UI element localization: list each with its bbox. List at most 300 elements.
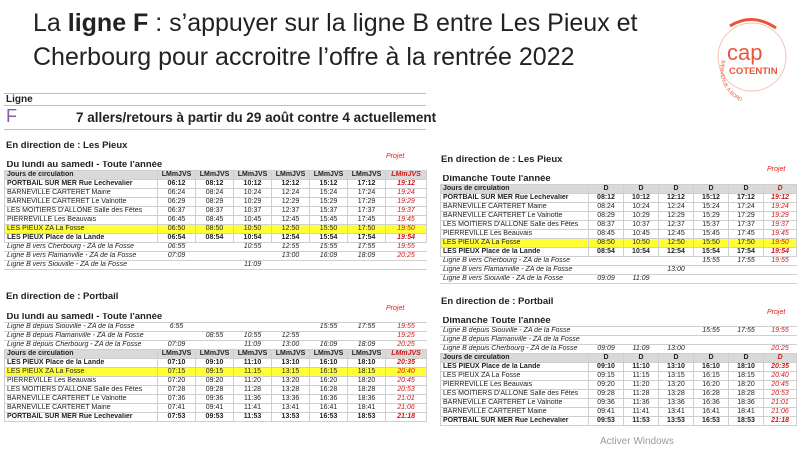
time-cell: 20:25 [386,340,427,349]
stop-row [5,215,427,224]
slide-title [33,6,713,74]
time-cell: 17:55 [348,242,386,251]
time-cell: 07:09 [158,251,196,260]
stop-row [441,238,797,247]
col-days: D [729,353,764,362]
col-days: D [694,184,729,193]
stop-name: PIERREVILLE Les Beauvais [441,380,589,389]
section-dir-portbail-right: En direction de : Portbail [441,296,554,307]
time-cell: 10:50 [234,224,272,233]
stop-name: BARNEVILLE CARTERET Mairie [5,403,158,412]
time-cell: 13:28 [272,385,310,394]
col-days: LMmJVS [158,349,196,358]
stop-name: BARNEVILLE CARTERET Le Valnotte [441,398,589,407]
time-cell: 07:20 [158,376,196,385]
time-cell [659,274,694,283]
stop-name: Ligne B vers Cherbourg - ZA de la Fosse [441,256,589,265]
time-cell: 12:45 [272,215,310,224]
time-cell: 11:36 [234,394,272,403]
time-cell [624,335,659,344]
col-days: LMmJVS [348,349,386,358]
time-cell: 17:12 [348,179,386,188]
stop-name: Ligne B depuis Flamanville - ZA de la Fosse [441,335,589,344]
time-cell: 17:55 [729,326,764,335]
time-cell: 13:20 [272,376,310,385]
ligne-label: Ligne [6,94,33,105]
time-cell: 20:40 [764,371,797,380]
time-cell: 09:20 [196,376,234,385]
time-cell [196,322,234,331]
time-cell: 19:55 [764,326,797,335]
time-cell [196,242,234,251]
time-cell: 19:50 [386,224,427,233]
time-cell: 13:28 [659,389,694,398]
stop-name: Ligne B depuis Cherbourg - ZA de la Fosse [441,344,589,353]
time-cell: 16:20 [310,376,348,385]
time-cell [659,326,694,335]
stop-name: Ligne B vers Cherbourg - ZA de la Fosse [5,242,158,251]
time-cell: 15:55 [694,256,729,265]
time-cell [234,251,272,260]
col-days: LMmJVS [272,170,310,179]
time-cell: 10:55 [234,242,272,251]
time-cell: 15:54 [694,247,729,256]
time-cell: 06:24 [158,188,196,197]
time-cell: 10:24 [624,202,659,211]
time-cell: 13:36 [272,394,310,403]
time-cell: 19:45 [386,215,427,224]
time-cell: 10:54 [234,233,272,242]
time-cell: 07:10 [158,358,196,367]
time-cell: 09:53 [589,416,624,425]
title-pre: La [33,9,68,37]
time-cell: 07:36 [158,394,196,403]
stop-name: LES MOITIERS D'ALLONE Salle des Fêtes [5,385,158,394]
projet-label: Projet [767,166,786,173]
time-cell: 21:18 [386,412,427,421]
stop-row [441,416,797,425]
time-cell [196,260,234,269]
col-days-projet: LMmJVS [386,170,427,179]
time-cell [729,335,764,344]
stop-row [5,385,427,394]
stop-name: LES PIEUX Place de la Lande [441,362,589,371]
stop-name: BARNEVILLE CARTERET Le Valnotte [5,197,158,206]
section-dir-lespieux-right: En direction de : Les Pieux [441,154,563,165]
stop-row [441,211,797,220]
stop-row [5,197,427,206]
time-cell: 19:12 [386,179,427,188]
time-cell: 18:10 [348,358,386,367]
time-cell: 16:41 [694,407,729,416]
time-cell: 08:50 [196,224,234,233]
time-cell: 15:29 [694,211,729,220]
time-cell: 19:54 [764,247,797,256]
time-cell: 11:41 [624,407,659,416]
stop-row [5,242,427,251]
time-cell: 17:54 [348,233,386,242]
time-cell: 17:24 [348,188,386,197]
time-cell: 10:24 [234,188,272,197]
time-cell: 12:24 [272,188,310,197]
time-cell: 15:45 [694,229,729,238]
stop-name: LES PIEUX ZA La Fosse [441,371,589,380]
time-cell: 08:45 [589,229,624,238]
stop-row [441,371,797,380]
col-days: D [624,353,659,362]
time-cell: 18:53 [348,412,386,421]
connection-row [441,335,797,344]
time-cell: 08:54 [196,233,234,242]
timetable-sunday-lespieux [440,175,797,284]
time-cell: 18:09 [348,251,386,260]
time-cell: 12:55 [272,331,310,340]
time-cell: 15:54 [310,233,348,242]
col-days: LMmJVS [234,349,272,358]
time-cell: 07:15 [158,367,196,376]
time-cell: 18:36 [348,394,386,403]
header-rule-mid [4,105,426,106]
time-cell: 17:50 [348,224,386,233]
time-cell: 17:29 [729,211,764,220]
time-cell: 20:40 [386,367,427,376]
time-cell: 13:20 [659,380,694,389]
stop-row [5,188,427,197]
time-cell: 19:55 [764,256,797,265]
time-cell: 21:06 [386,403,427,412]
time-cell: 13:36 [659,398,694,407]
stop-name: PIERREVILLE Les Beauvais [5,215,158,224]
time-cell [764,265,797,274]
col-days: D [659,184,694,193]
time-cell: 19:54 [386,233,427,242]
time-cell: 15:37 [310,206,348,215]
stop-name: LES PIEUX Place de la Lande [5,233,158,242]
time-cell: 16:09 [310,340,348,349]
col-days: D [729,184,764,193]
time-cell: 09:15 [196,367,234,376]
time-cell: 07:41 [158,403,196,412]
time-cell [624,326,659,335]
projet-label: Projet [767,309,786,316]
stop-name: Ligne B depuis Siouville - ZA de la Fosse [441,326,589,335]
time-cell: 10:54 [624,247,659,256]
logo-arc-path: BIENVENUE À BORD [718,59,743,104]
time-cell: 13:10 [272,358,310,367]
time-cell: 09:10 [589,362,624,371]
time-cell: 15:12 [310,179,348,188]
timetable-weekday-portbail [4,313,427,422]
stop-row [441,247,797,256]
stop-name: PORTBAIL SUR MER Rue Lechevalier [5,179,158,188]
time-cell: 11:15 [234,367,272,376]
time-cell: 16:36 [694,398,729,407]
time-cell [196,251,234,260]
time-cell: 09:09 [589,274,624,283]
time-cell: 11:09 [234,260,272,269]
time-cell: 15:45 [310,215,348,224]
col-days: LMmJVS [158,170,196,179]
stop-row [5,367,427,376]
time-cell: 13:53 [272,412,310,421]
stop-name: BARNEVILLE CARTERET Le Valnotte [5,394,158,403]
stop-row [5,206,427,215]
time-cell: 08:12 [196,179,234,188]
col-days: D [589,184,624,193]
time-cell: 08:24 [589,202,624,211]
stop-name: Ligne B vers Flamanville - ZA de la Fosse [441,265,589,274]
col-days-projet: D [764,353,797,362]
time-cell: 13:00 [272,340,310,349]
stop-name: Ligne B vers Siouville - ZA de la Fosse [5,260,158,269]
stop-row [441,220,797,229]
time-cell: 16:41 [310,403,348,412]
time-cell: 13:00 [659,344,694,353]
time-cell: 21:06 [764,407,797,416]
time-cell [386,260,427,269]
time-cell: 12:24 [659,202,694,211]
days-heading: Dimanche Toute l'année [441,317,797,326]
time-cell: 12:54 [659,247,694,256]
col-days: LMmJVS [196,349,234,358]
time-cell: 19:55 [386,322,427,331]
section-dir-portbail-left: En direction de : Portbail [6,291,119,302]
timetable-weekday-lespieux [4,161,427,270]
time-cell: 09:28 [589,389,624,398]
time-cell: 13:15 [659,371,694,380]
time-cell: 15:12 [694,193,729,202]
connection-row [5,340,427,349]
time-cell: 08:29 [196,197,234,206]
time-cell: 11:53 [624,416,659,425]
time-cell: 21:01 [386,394,427,403]
stop-row [5,394,427,403]
time-cell: 18:53 [729,416,764,425]
stop-name: BARNEVILLE CARTERET Mairie [5,188,158,197]
time-cell: 13:41 [272,403,310,412]
time-cell: 08:37 [196,206,234,215]
time-cell [659,335,694,344]
time-cell: 06:29 [158,197,196,206]
time-cell [589,256,624,265]
time-cell: 17:55 [729,256,764,265]
time-cell [348,260,386,269]
timetable-sunday-portbail [440,317,797,426]
time-cell: 20:53 [386,385,427,394]
jours-label: Jours de circulation [5,170,158,179]
time-cell: 16:36 [310,394,348,403]
time-cell: 12:29 [272,197,310,206]
time-cell: 18:41 [348,403,386,412]
title-bold: ligne F [67,9,149,37]
projet-label: Projet [386,305,405,312]
header-rule-top [4,93,426,94]
time-cell: 10:37 [234,206,272,215]
time-cell: 12:55 [272,242,310,251]
time-cell: 13:41 [659,407,694,416]
time-cell: 17:37 [348,206,386,215]
stop-row [441,380,797,389]
time-cell: 11:28 [234,385,272,394]
time-cell: 08:55 [196,331,234,340]
time-cell: 17:12 [729,193,764,202]
time-cell: 07:53 [158,412,196,421]
time-cell [764,274,797,283]
stop-name: PORTBAIL SUR MER Rue Lechevalier [441,193,589,202]
time-cell: 12:37 [659,220,694,229]
time-cell: 13:15 [272,367,310,376]
time-cell: 13:53 [659,416,694,425]
time-cell: 19:24 [386,188,427,197]
stop-row [5,412,427,421]
time-cell: 20:53 [764,389,797,398]
time-cell: 16:53 [694,416,729,425]
time-cell: 15:50 [310,224,348,233]
time-cell: 18:20 [729,380,764,389]
time-cell: 18:28 [348,385,386,394]
time-cell: 15:29 [310,197,348,206]
stop-name: PORTBAIL SUR MER Rue Lechevalier [5,412,158,421]
time-cell: 12:12 [272,179,310,188]
time-cell: 21:18 [764,416,797,425]
time-cell: 20:35 [386,358,427,367]
cap-cotentin-logo [702,2,798,118]
time-cell [272,322,310,331]
jours-label: Jours de circulation [441,353,589,362]
time-cell: 19:37 [386,206,427,215]
time-cell: 11:15 [624,371,659,380]
time-cell: 15:55 [310,322,348,331]
col-days-projet: LMmJVS [386,349,427,358]
time-cell: 19:45 [764,229,797,238]
time-cell [624,256,659,265]
time-cell: 09:41 [589,407,624,416]
time-cell: 11:20 [234,376,272,385]
time-cell [310,331,348,340]
time-cell: 17:45 [348,215,386,224]
time-cell: 16:20 [694,380,729,389]
time-cell: 11:10 [624,362,659,371]
time-cell: 18:41 [729,407,764,416]
stop-row [441,229,797,238]
time-cell: 11:36 [624,398,659,407]
headline: 7 allers/retours à partir du 29 août contre 4 actuellement [76,110,437,125]
col-days: D [624,184,659,193]
time-cell: 16:28 [694,389,729,398]
time-cell: 09:09 [589,344,624,353]
time-cell: 17:55 [348,322,386,331]
stop-name: PIERREVILLE Les Beauvais [5,376,158,385]
stop-row [441,389,797,398]
time-cell: 18:36 [729,398,764,407]
time-cell: 10:12 [234,179,272,188]
stop-row [5,233,427,242]
time-cell: 08:24 [196,188,234,197]
days-heading: Du lundi au samedi - Toute l'année [5,313,427,322]
time-cell: 13:00 [659,265,694,274]
time-cell: 15:24 [310,188,348,197]
time-cell: 09:28 [196,385,234,394]
time-cell: 10:29 [624,211,659,220]
time-cell: 11:20 [624,380,659,389]
time-cell: 10:55 [234,331,272,340]
time-cell: 13:00 [272,251,310,260]
time-cell: 17:50 [729,238,764,247]
ligne-letter: F [6,106,17,126]
projet-label: Projet [386,153,405,160]
logo-sub: COTENTIN [729,66,778,77]
stop-name: LES PIEUX ZA La Fosse [5,224,158,233]
time-cell: 06:12 [158,179,196,188]
time-cell [694,265,729,274]
time-cell [624,265,659,274]
connection-row [5,331,427,340]
time-cell: 09:53 [196,412,234,421]
time-cell [694,344,729,353]
col-days-projet: D [764,184,797,193]
time-cell: 20:45 [764,380,797,389]
time-cell [310,260,348,269]
days-heading: Dimanche Toute l'année [441,175,797,184]
col-days: LMmJVS [310,349,348,358]
time-cell: 15:55 [694,326,729,335]
time-cell: 08:50 [589,238,624,247]
logo-word: cap [727,40,763,65]
time-cell: 06:55 [158,242,196,251]
time-cell: 08:37 [589,220,624,229]
time-cell [659,256,694,265]
stop-row [441,398,797,407]
time-cell [694,335,729,344]
time-cell: 09:15 [589,371,624,380]
stop-name: Ligne B vers Siouville - ZA de la Fosse [441,274,589,283]
time-cell: 19:25 [386,331,427,340]
time-cell: 06:50 [158,224,196,233]
stop-row [5,224,427,233]
time-cell: 17:37 [729,220,764,229]
stop-name: BARNEVILLE CARTERET Mairie [441,407,589,416]
col-days: D [589,353,624,362]
time-cell: 10:50 [624,238,659,247]
stop-row [441,202,797,211]
time-cell: 11:09 [234,340,272,349]
stop-name: LES PIEUX ZA La Fosse [5,367,158,376]
time-cell: 08:12 [589,193,624,202]
time-cell: 20:35 [764,362,797,371]
stop-name: LES MOITIERS D'ALLONE Salle des Fêtes [441,220,589,229]
header-rule-bottom [4,129,426,130]
time-cell [348,331,386,340]
time-cell: 08:29 [589,211,624,220]
stop-name: LES PIEUX ZA La Fosse [441,238,589,247]
stop-name: LES MOITIERS D'ALLONE Salle des Fêtes [5,206,158,215]
time-cell [729,274,764,283]
time-cell: 12:45 [659,229,694,238]
connection-row [441,326,797,335]
stop-name: LES PIEUX Place de la Lande [5,358,158,367]
col-days: D [694,353,729,362]
connection-row [5,322,427,331]
time-cell: 20:25 [386,251,427,260]
time-cell: 15:50 [694,238,729,247]
stop-name: PIERREVILLE Les Beauvais [441,229,589,238]
time-cell: 18:28 [729,389,764,398]
col-days: LMmJVS [196,170,234,179]
time-cell: 16:53 [310,412,348,421]
time-cell: 19:29 [764,211,797,220]
time-cell: 16:09 [310,251,348,260]
time-cell: 20:45 [386,376,427,385]
